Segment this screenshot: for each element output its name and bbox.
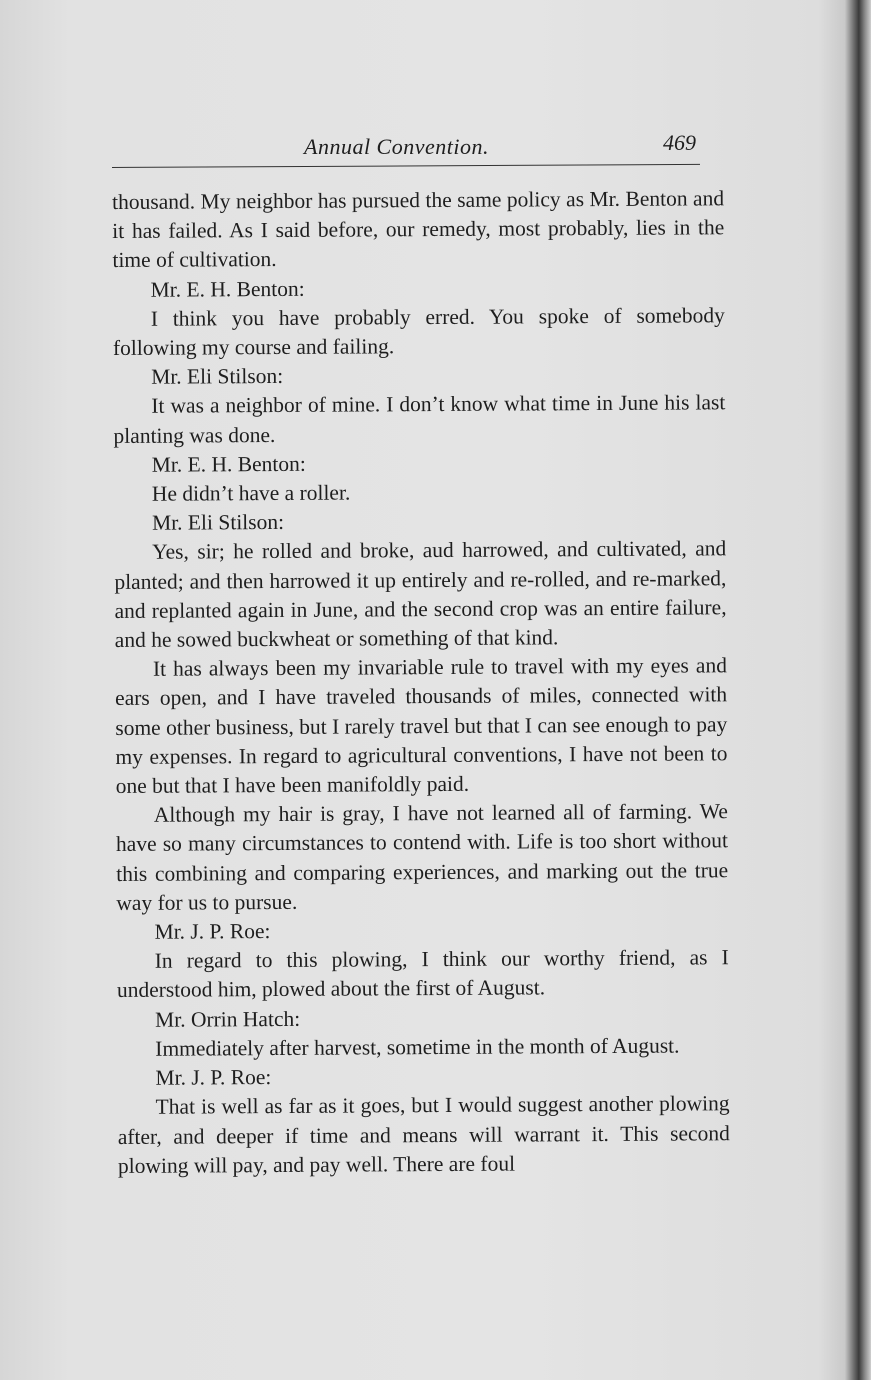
running-title: Annual Convention. (304, 134, 489, 159)
paragraph: In regard to this plowing, I think our worthy friend, as I understood him, plowed about the first of August. (116, 945, 729, 1003)
speaker-label: Mr. J. P. Roe: (154, 919, 271, 944)
speaker-label: Mr. E. H. Benton: (151, 451, 306, 477)
speaker-label: Mr. Eli Stilson: (151, 364, 284, 389)
speaker-label: Mr. Eli Stilson: (151, 510, 285, 535)
paragraph: It was a neighbor of mine. I don’t know what time in June his last planting was done. (113, 390, 726, 448)
running-header (112, 130, 702, 164)
page-number: 469 (663, 130, 696, 155)
header-rule (112, 164, 700, 168)
paragraph: Yes, sir; he rolled and broke, aud harrowed, and cultivated, and planted; and then harrowed it up entirely and re-rolled, and re-marked, and replanted again in June, and the second crop was an entire failure, and he sowed buckwheat or something of that kind. (114, 536, 727, 653)
paragraph: Although my hair is gray, I have not learned all of farming. We have so many circumstances to contend with. Life is too short without this combining and comparing experiences, and marking out the true way for us to pursue. (115, 799, 729, 915)
speaker-label: Mr. Orrin Hatch: (155, 1006, 301, 1032)
paragraph: That is well as far as it goes, but I would suggest another plowing after, and deeper if time and means will warrant it. This second plowing will pay, and pay well. There are foul (117, 1091, 730, 1178)
paragraph: thousand. My neighbor has pursued the same policy as Mr. Benton and it has failed. As I said before, our remedy, most probably, lies in the time of cultivation. (112, 186, 725, 273)
body-text (112, 184, 730, 1181)
paragraph: Immediately after harvest, sometime in the month of August. (155, 1033, 680, 1061)
speaker-label: Mr. E. H. Benton: (150, 276, 305, 302)
paragraph: It has always been my invariable rule to travel with my eyes and ears open, and I have traveled thousands of miles, connected with some other business, but I rarely travel but that I can see enough to pay my expenses. In regard to agricultural conventions, I have not been to one but that I have been manifoldly paid. (115, 653, 728, 799)
paragraph: I think you have probably erred. You spoke of somebody following my course and failing. (112, 303, 725, 361)
paragraph: He didn’t have a roller. (151, 480, 351, 506)
speaker-label: Mr. J. P. Roe: (155, 1065, 272, 1090)
